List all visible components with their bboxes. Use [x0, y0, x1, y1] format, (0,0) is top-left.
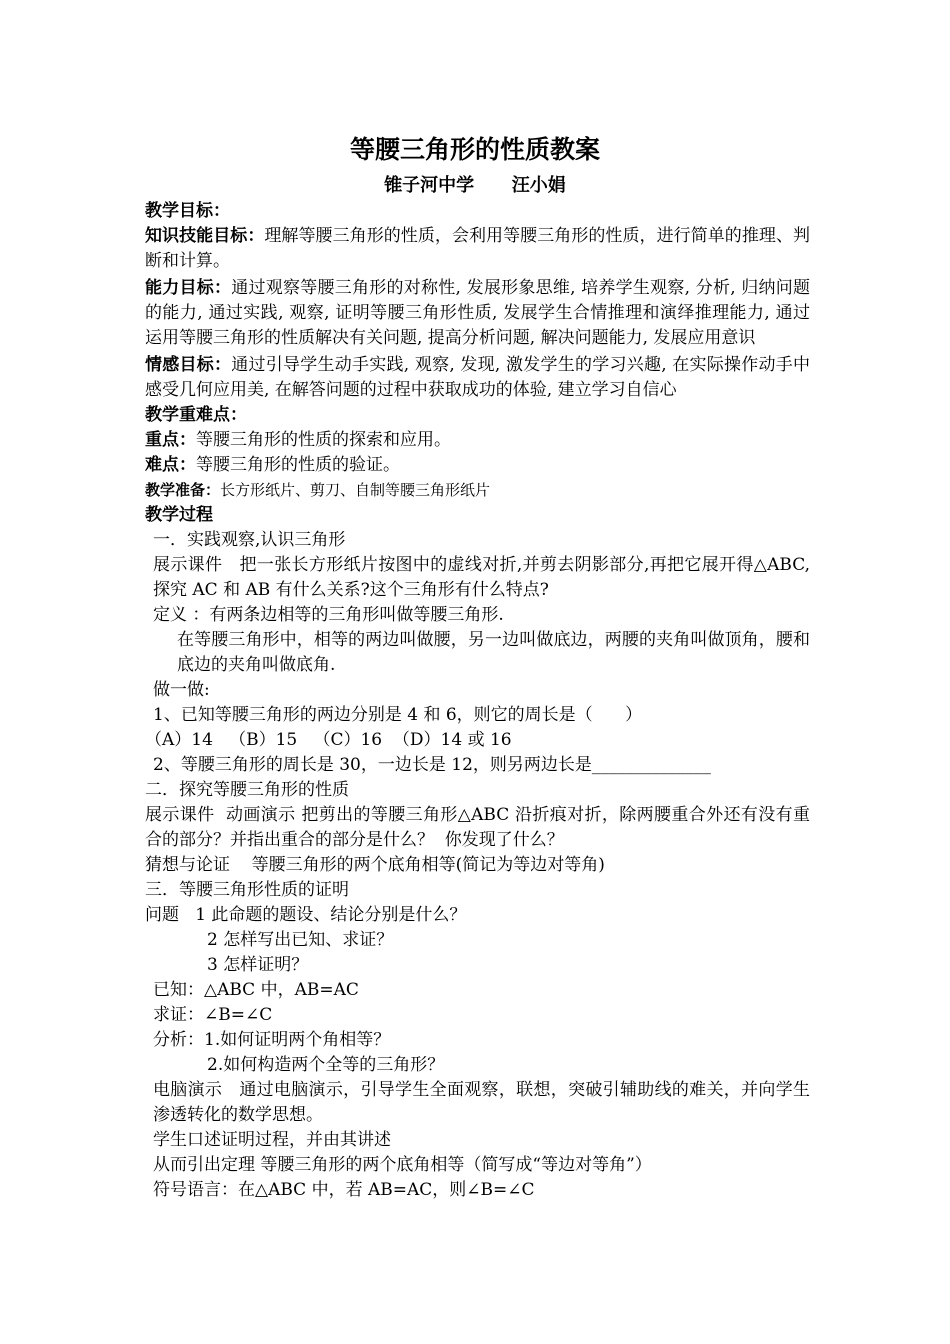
knowledge-text: 理解等腰三角形的性质，会利用等腰三角形的性质，进行简单的推理、判断和计算。 — [145, 226, 811, 271]
section-1-heading: 一．实践观察,认识三角形 — [153, 530, 346, 550]
section-2-heading: 二．探究等腰三角形的性质 — [145, 780, 349, 800]
exercise-question-2: 2、等腰三角形的周长是 30，一边长是 12，则另两边长是______________ — [153, 755, 711, 775]
section-1-paragraph-2: 在等腰三角形中，相等的两边叫做腰，另一边叫做底边，两腰的夹角叫做顶角，腰和底边的夹角叫做底角. — [177, 630, 810, 675]
emotion-label: 情感目标： — [145, 355, 232, 375]
exercise-question-1: 1、已知等腰三角形的两边分别是 4 和 6，则它的周长是（ ） — [153, 705, 643, 725]
difficult-label: 难点： — [145, 455, 196, 475]
section-3-heading: 三．等腰三角形性质的证明 — [145, 880, 349, 900]
section-2-conjecture: 猜想与论证 等腰三角形的两个底角相等(简记为等边对等角) — [145, 855, 605, 875]
knowledge-label: 知识技能目标： — [145, 226, 265, 246]
exercise-heading: 做一做: — [153, 680, 210, 700]
ability-objective — [145, 276, 810, 351]
section-3-question-1: 问题 1 此命题的题设、结论分别是什么？ — [145, 905, 467, 925]
document-title: 等腰三角形的性质教案 — [349, 135, 600, 164]
definition-text: 定义 ：有两条边相等的三角形叫做等腰三角形. — [153, 605, 504, 625]
key-point — [145, 428, 810, 453]
given-statement: 已知：△ABC 中，AB=AC — [153, 980, 359, 1000]
objectives-heading: 教学目标： — [145, 201, 230, 221]
analysis-1: 分析：1.如何证明两个角相等？ — [153, 1030, 391, 1050]
analysis-2: 2.如何构造两个全等的三角形？ — [207, 1055, 445, 1075]
exercise-question-1-options: （A）14 （B）15 （C）16 （D）14 或 16 — [145, 730, 512, 750]
student-oral: 学生口述证明过程，并由其讲述 — [153, 1130, 391, 1150]
emotion-objective — [145, 353, 810, 403]
key-text: 等腰三角形的性质的探索和应用。 — [196, 430, 451, 450]
prove-statement: 求证：∠B=∠C — [153, 1005, 273, 1025]
process-heading: 教学过程 — [145, 505, 213, 525]
computer-demo: 电脑演示 通过电脑演示，引导学生全面观察，联想，突破引辅助线的难关，并向学生渗透转化的数学思想。 — [153, 1080, 810, 1125]
emotion-text: 通过引导学生动手实践, 观察, 发现, 激发学生的学习兴趣, 在实际操作动手中感受几何应用美, 在解答问题的过程中获取成功的体验, 建立学习自信心 — [145, 355, 811, 400]
difficult-point — [145, 453, 810, 478]
section-1-paragraph: 展示课件 把一张长方形纸片按图中的虚线对折,并剪去阴影部分,再把它展开得△ABC, 探究 AC 和 AB 有什么关系?这个三角形有什么特点? — [153, 555, 816, 600]
section-3-question-3: 3 怎样证明？ — [207, 955, 309, 975]
teaching-prep — [145, 478, 810, 503]
document-body — [145, 199, 816, 1203]
prep-text: 长方形纸片、剪刀、自制等腰三角形纸片 — [220, 481, 491, 499]
ability-label: 能力目标： — [145, 278, 232, 298]
ability-text: 通过观察等腰三角形的对称性, 发展形象思维, 培养学生观察, 分析, 归纳问题的能力, 通过实践, 观察, 证明等腰三角形性质, 发展学生合情推理和演绎推理能力, 通过运用等腰三角形的性质解决有关问题, 提高分析问题, 解决问题能力, 发展应用意识 — [145, 278, 811, 348]
section-2-paragraph: 展示课件 动画演示 把剪出的等腰三角形△ABC 沿折痕对折，除两腰重合外还有没有重合的部分？并指出重合的部分是什么？ 你发现了什么？ — [145, 805, 810, 850]
knowledge-objective — [145, 224, 810, 274]
key-points-heading: 教学重难点： — [145, 405, 247, 425]
section-3-question-2: 2 怎样写出已知、求证？ — [207, 930, 394, 950]
document-subtitle: 锥子河中学 汪小娟 — [384, 175, 566, 196]
theorem-text: 从而引出定理 等腰三角形的两个底角相等（简写成“等边对等角”） — [153, 1155, 652, 1175]
symbol-language: 符号语言：在△ABC 中，若 AB=AC，则∠B=∠C — [153, 1180, 535, 1200]
prep-label: 教学准备： — [145, 481, 221, 499]
key-label: 重点： — [145, 430, 196, 450]
difficult-text: 等腰三角形的性质的验证。 — [196, 455, 400, 475]
